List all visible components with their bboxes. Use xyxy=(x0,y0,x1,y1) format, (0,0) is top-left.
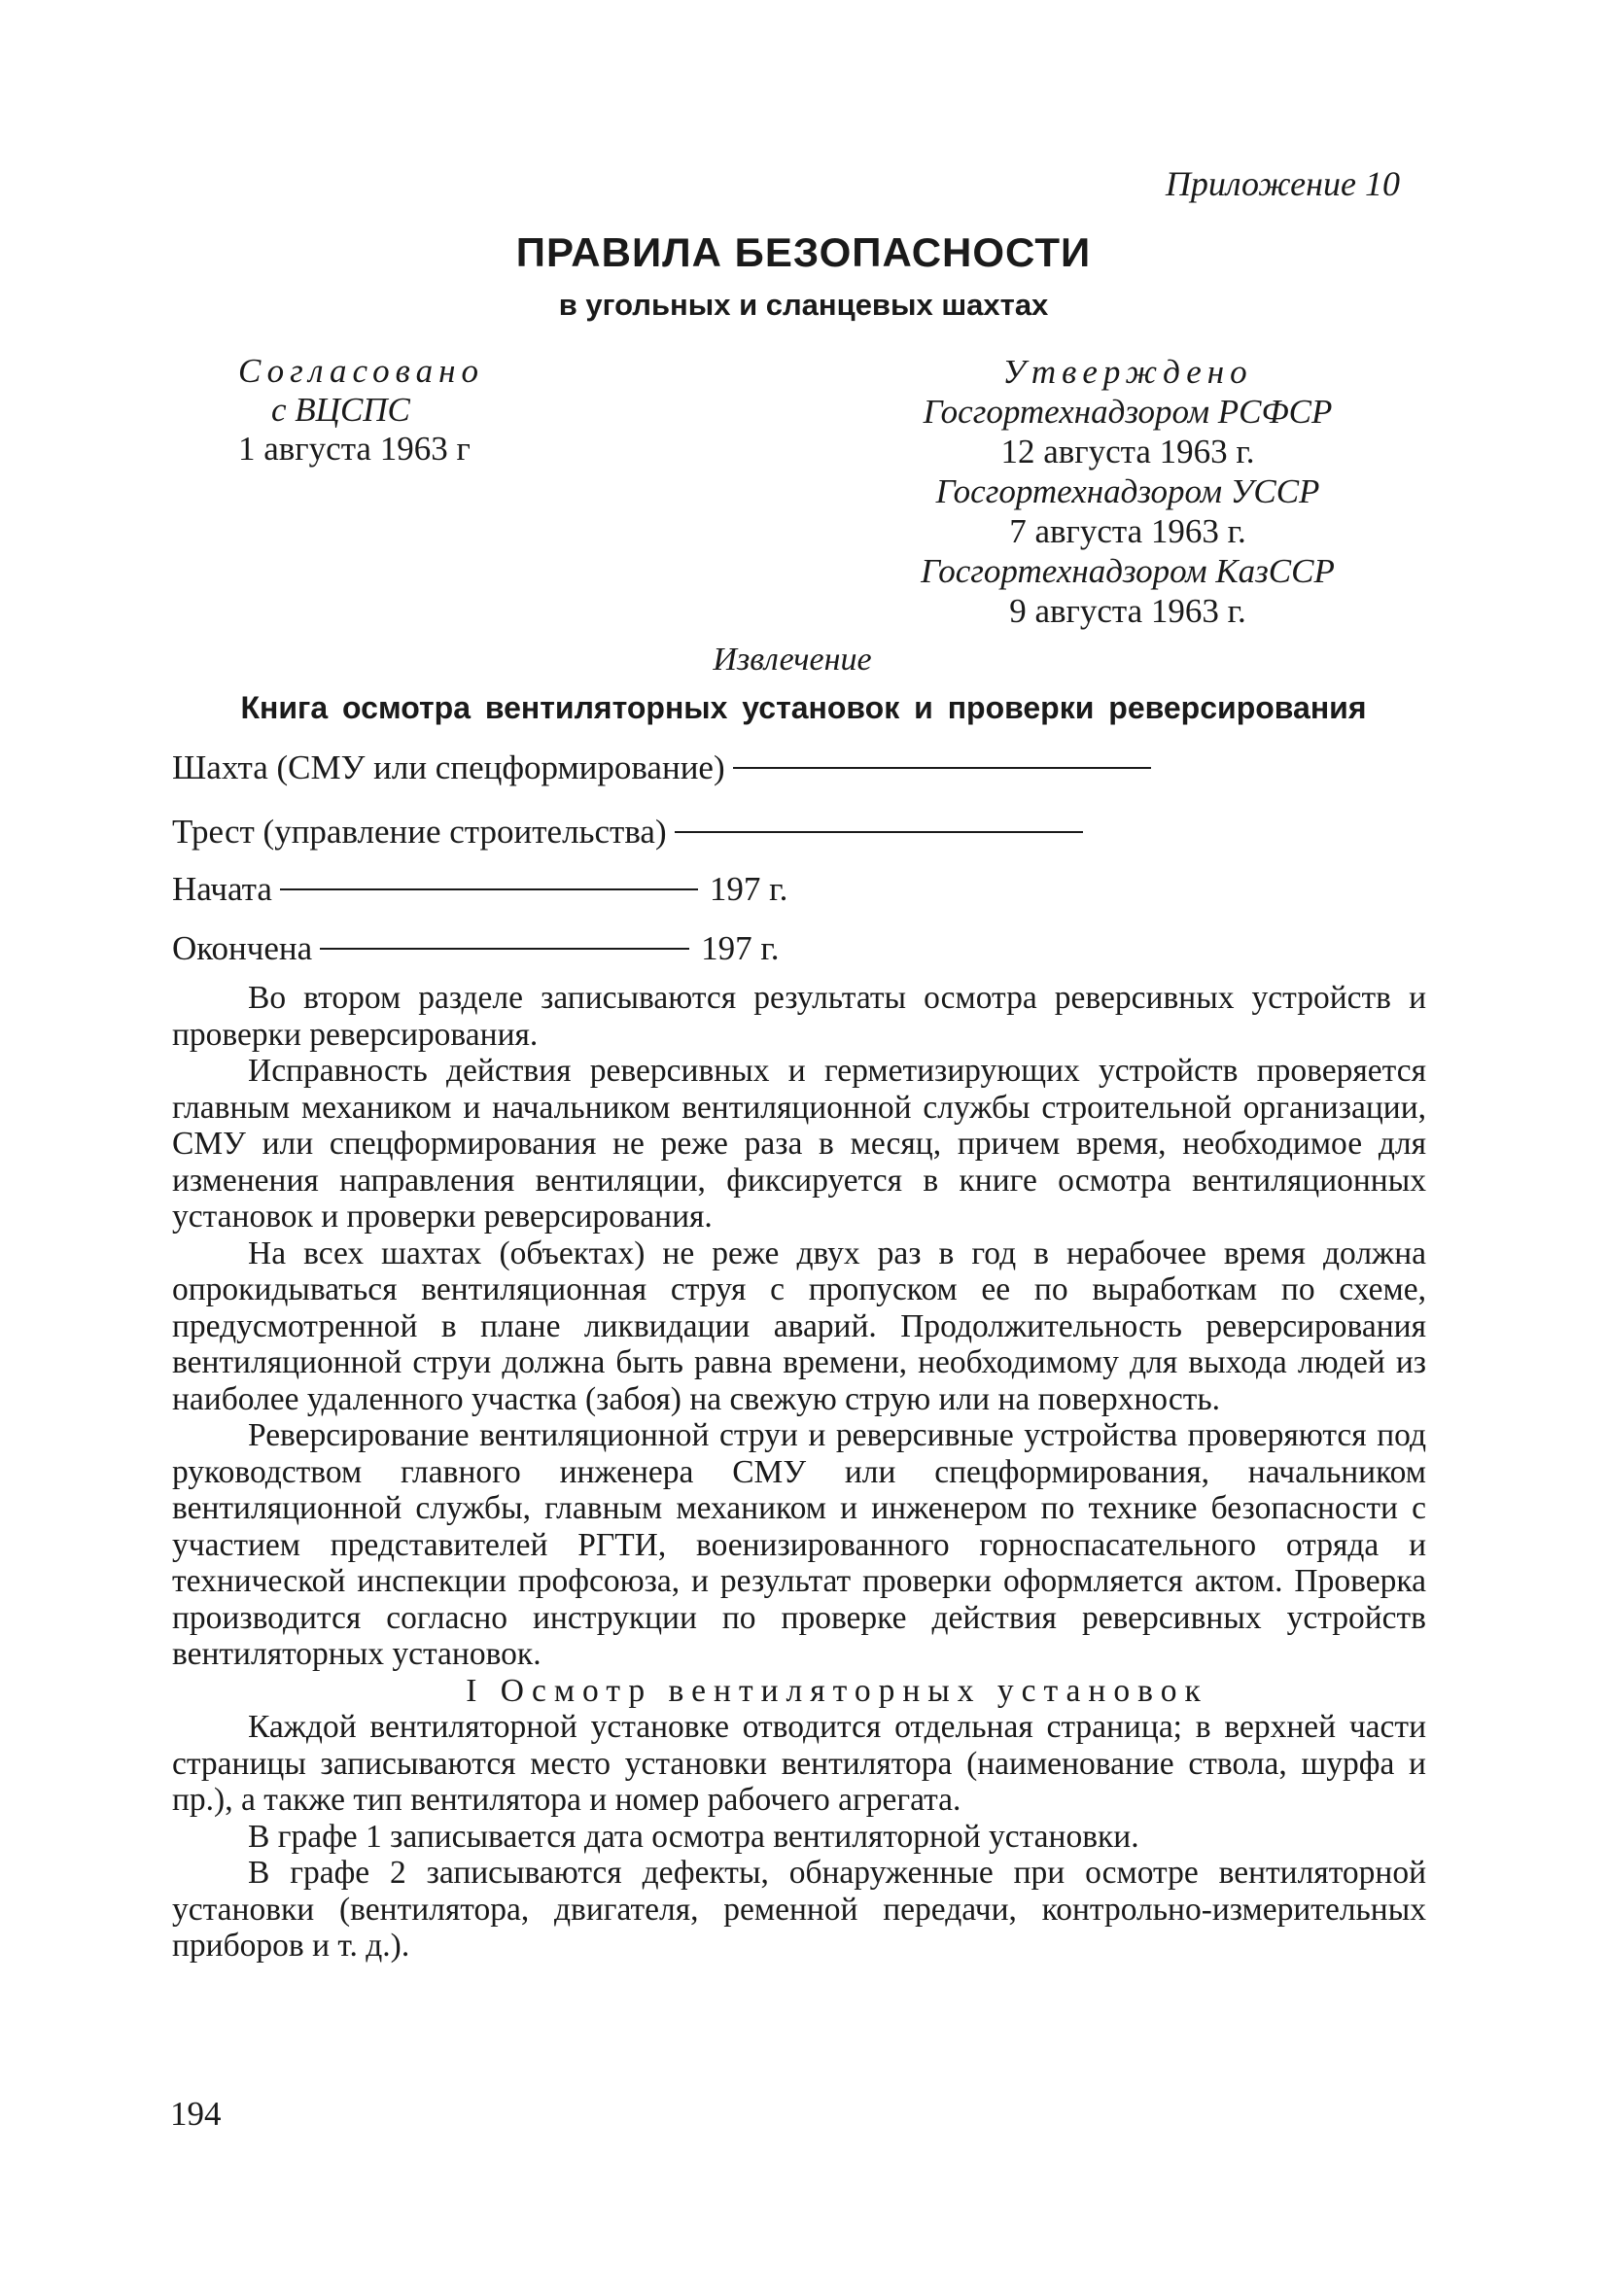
trust-field-label: Трест (управление строительства) xyxy=(172,813,667,851)
approval-date: 7 августа 1963 г. xyxy=(1009,512,1246,550)
paragraph: Каждой вентиляторной установке отводится отдельная страница; в верхней части страницы записываются место установки вентилятора (наименование ствола, шурфа и пр.), а также тип вентилятора и номер рабочего агрегата. xyxy=(172,1709,1426,1818)
approval-heading: Утверждено xyxy=(1002,353,1253,391)
approval-block xyxy=(856,352,1400,631)
approval-authority: Госгортехнадзором КазССР xyxy=(921,552,1335,590)
agreement-block xyxy=(238,352,646,469)
agreement-heading: Согласовано xyxy=(238,352,484,390)
started-field-year: 197 г. xyxy=(709,870,788,908)
agreement-date: 1 августа 1963 г xyxy=(238,430,471,468)
section-heading: I Осмотр вентиляторных установок xyxy=(466,1672,1208,1709)
mine-field xyxy=(172,748,1159,787)
page-number: 194 xyxy=(170,2095,222,2133)
document-title: ПРАВИЛА БЕЗОПАСНОСТИ xyxy=(515,229,1092,275)
started-field-line xyxy=(280,887,698,890)
appendix-label: Приложение 10 xyxy=(1165,164,1400,203)
paragraph: В графе 2 записываются дефекты, обнаруженные при осмотре вентиляторной установки (вентилятора, двигателя, ременной передачи, контрольно-измерительных приборов и т. д.). xyxy=(172,1855,1426,1964)
paragraph: На всех шахтах (объектах) не реже двух раз в год в нерабочее время должна опрокидываться вентиляционная струя с пропуском ее по выработкам по схеме, предусмотренной в плане ликвидации аварий. Продолжительность реверсирования вентиляционной струи должна быть равна времени, необходимому для выхода людей из наиболее удаленного участка (забоя) на свежую струю или на поверхность. xyxy=(172,1235,1426,1417)
trust-field xyxy=(172,813,1091,852)
paragraph: Во втором разделе записываются результаты осмотра реверсивных устройств и проверки реверсирования. xyxy=(172,980,1426,1053)
body-text xyxy=(172,980,1426,1965)
extract-label: Извлечение xyxy=(713,642,872,678)
paragraph: Исправность действия реверсивных и герметизирующих устройств проверяется главным механиком и начальником вентиляционной службы строительной организации, СМУ или спецформирования не реже раза в месяц, причем время, необходимое для изменения направления вентиляции, фиксируется в книге осмотра вентиляционных установок и проверки реверсирования. xyxy=(172,1053,1426,1235)
approval-authority: Госгортехнадзором РСФСР xyxy=(923,393,1333,431)
paragraph: В графе 1 записывается дата осмотра вентиляторной установки. xyxy=(248,1818,1139,1855)
trust-field-line xyxy=(675,830,1083,833)
approval-authority: Госгортехнадзором УССР xyxy=(935,472,1320,510)
started-field xyxy=(172,870,787,909)
agreement-party: с ВЦСПС xyxy=(271,391,410,429)
paragraph: Реверсирование вентиляционной струи и реверсивные устройства проверяются под руководством главного инженера СМУ или спецформирования, начальником вентиляционной службы, главным механиком и инженером по технике безопасности с участием представителей РГТИ, военизированного горноспасательного отряда и технической инспекции профсоюза, и результат проверки оформляется актом. Проверка производится согласно инструкции по проверке действия реверсивных устройств вентиляторных установок. xyxy=(172,1417,1426,1672)
approval-date: 12 августа 1963 г. xyxy=(1000,433,1255,470)
document-subtitle: в угольных и сланцевых шахтах xyxy=(558,288,1049,322)
mine-field-label: Шахта (СМУ или спецформирование) xyxy=(172,748,725,786)
finished-field-line xyxy=(320,947,689,950)
approval-date: 9 августа 1963 г. xyxy=(1009,592,1246,630)
started-field-label: Начата xyxy=(172,870,272,908)
mine-field-line xyxy=(733,766,1151,769)
finished-field-label: Окончена xyxy=(172,929,313,967)
finished-field-year: 197 г. xyxy=(701,929,780,967)
finished-field xyxy=(172,929,780,968)
book-title: Книга осмотра вентиляторных установок и проверки реверсирования xyxy=(240,690,1367,725)
